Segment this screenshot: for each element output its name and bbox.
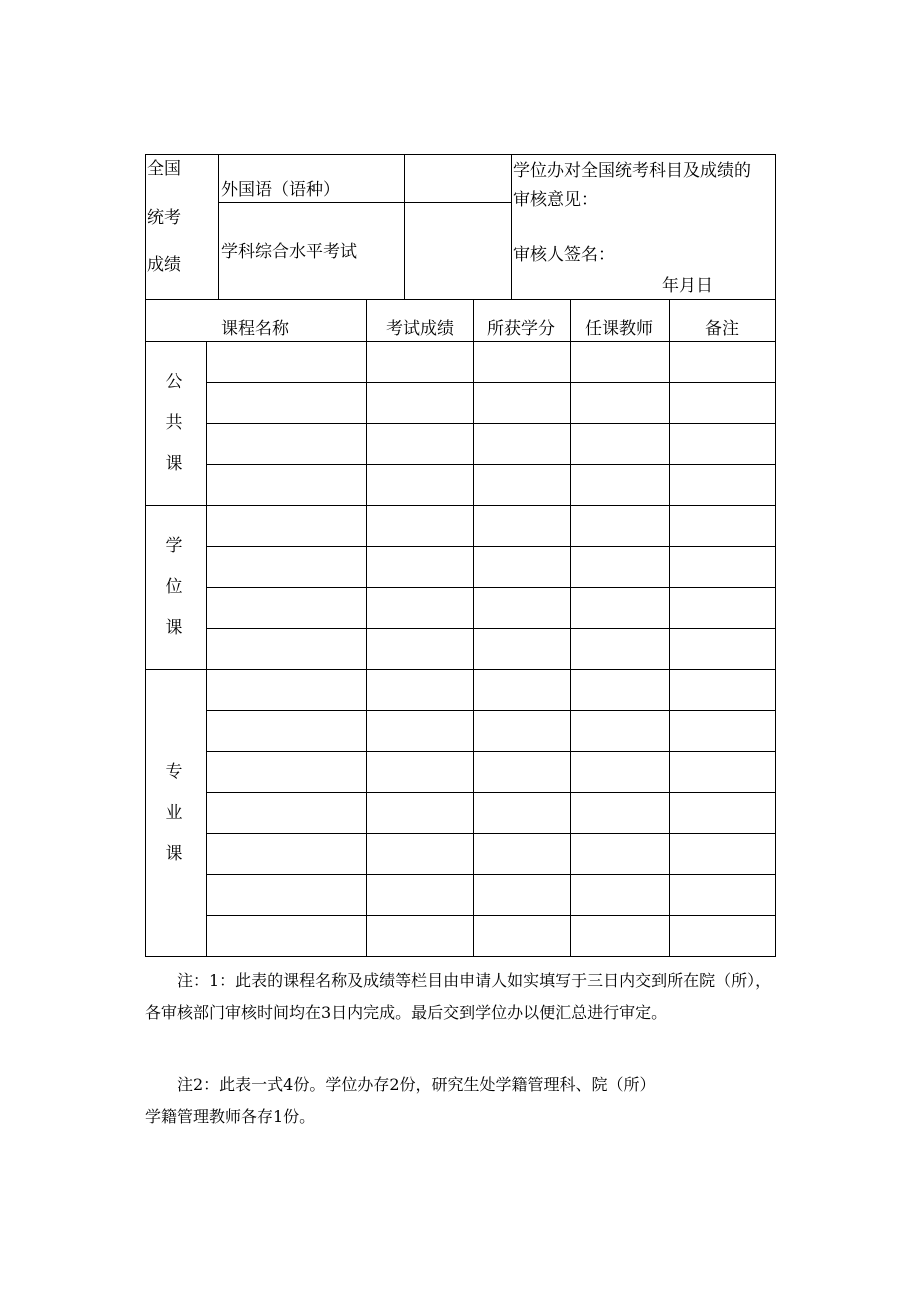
header-4: 备注 (705, 319, 739, 339)
table-cell[interactable] (670, 711, 775, 751)
group-2-label-char: 课 (165, 843, 183, 864)
table-cell[interactable] (571, 752, 669, 792)
group-1-label-char: 课 (165, 618, 183, 638)
table-cell[interactable] (670, 834, 775, 874)
table-cell[interactable] (367, 506, 473, 546)
review-title-line1: 学位办对全国统考科目及成绩的 (513, 161, 751, 181)
table-cell[interactable] (571, 465, 669, 505)
foreign-language-score-cell[interactable] (405, 155, 510, 201)
table-cell[interactable] (207, 629, 366, 669)
group-0-label-char: 共 (165, 413, 183, 433)
foreign-language-label: 外国语（语种） (221, 180, 340, 200)
table-cell[interactable] (367, 670, 473, 710)
table-cell[interactable] (474, 588, 570, 628)
table-cell[interactable] (571, 342, 669, 382)
table-cell[interactable] (367, 793, 473, 833)
table-cell[interactable] (670, 424, 775, 464)
table-cell[interactable] (474, 711, 570, 751)
comprehensive-exam-label: 学科综合水平考试 (221, 242, 357, 262)
table-cell[interactable] (474, 424, 570, 464)
table-cell[interactable] (474, 670, 570, 710)
table-cell[interactable] (367, 629, 473, 669)
table-cell[interactable] (571, 629, 669, 669)
table-cell[interactable] (474, 506, 570, 546)
table-cell[interactable] (474, 465, 570, 505)
table-cell[interactable] (367, 752, 473, 792)
table-cell[interactable] (571, 670, 669, 710)
review-date-label: 年月日 (662, 276, 713, 296)
table-cell[interactable] (474, 752, 570, 792)
table-cell[interactable] (670, 793, 775, 833)
table-cell[interactable] (474, 383, 570, 423)
table-cell[interactable] (367, 383, 473, 423)
table-cell[interactable] (367, 465, 473, 505)
comprehensive-score-cell[interactable] (405, 203, 510, 298)
table-cell[interactable] (670, 629, 775, 669)
table-cell[interactable] (670, 916, 775, 956)
group-1-label-char: 位 (165, 577, 183, 597)
table-cell[interactable] (207, 588, 366, 628)
exam-label-line1: 全国 (147, 159, 181, 179)
table-cell[interactable] (474, 342, 570, 382)
table-cell[interactable] (207, 506, 366, 546)
group-2-label-char: 业 (165, 802, 183, 823)
group-0-label-char: 公 (165, 372, 183, 392)
table-cell[interactable] (670, 506, 775, 546)
table-cell[interactable] (367, 875, 473, 915)
table-cell[interactable] (207, 752, 366, 792)
header-0: 课程名称 (221, 319, 289, 339)
reviewer-signature-label: 审核人签名： (513, 245, 615, 265)
table-cell[interactable] (571, 916, 669, 956)
table-cell[interactable] (571, 547, 669, 587)
table-cell[interactable] (367, 588, 473, 628)
table-cell[interactable] (474, 875, 570, 915)
header-2: 所获学分 (487, 319, 555, 339)
table-cell[interactable] (207, 916, 366, 956)
exam-label-line3: 成绩 (147, 255, 181, 275)
review-title-line2: 审核意见： (513, 190, 598, 210)
table-cell[interactable] (670, 752, 775, 792)
table-cell[interactable] (571, 875, 669, 915)
table-cell[interactable] (571, 424, 669, 464)
header-1: 考试成绩 (386, 319, 454, 339)
table-cell[interactable] (367, 834, 473, 874)
table-cell[interactable] (670, 547, 775, 587)
table-cell[interactable] (670, 588, 775, 628)
note-1: 注：1：此表的课程名称及成绩等栏目由申请人如实填写于三日内交到所在院（所），各审核部门审核时间均在3日内完成。最后交到学位办以便汇总进行审定。 (145, 971, 772, 1022)
table-cell[interactable] (670, 875, 775, 915)
table-cell[interactable] (571, 383, 669, 423)
table-cell[interactable] (367, 342, 473, 382)
group-2-label-char: 专 (165, 761, 183, 782)
table-cell[interactable] (367, 424, 473, 464)
table-cell[interactable] (367, 547, 473, 587)
table-cell[interactable] (207, 875, 366, 915)
table-cell[interactable] (670, 342, 775, 382)
group-0-label-char: 课 (165, 454, 183, 474)
note-2-line1: 注2：此表一式4份。学位办存2份，研究生处学籍管理科、院（所） (177, 1075, 656, 1094)
table-cell[interactable] (207, 547, 366, 587)
table-cell[interactable] (670, 465, 775, 505)
table-cell[interactable] (571, 506, 669, 546)
table-cell[interactable] (207, 465, 366, 505)
table-cell[interactable] (571, 793, 669, 833)
table-cell[interactable] (367, 711, 473, 751)
table-cell[interactable] (474, 629, 570, 669)
table-cell[interactable] (207, 711, 366, 751)
group-1-label-char: 学 (165, 536, 183, 556)
table-cell[interactable] (207, 834, 366, 874)
table-cell[interactable] (207, 424, 366, 464)
table-cell[interactable] (474, 547, 570, 587)
header-3: 任课教师 (585, 319, 653, 339)
note-2-line2: 学籍管理教师各存1份。 (145, 1107, 316, 1126)
table-cell[interactable] (207, 670, 366, 710)
table-cell[interactable] (207, 793, 366, 833)
exam-label-line2: 统考 (147, 208, 181, 228)
table-cell[interactable] (474, 834, 570, 874)
table-cell[interactable] (474, 916, 570, 956)
table-cell[interactable] (670, 383, 775, 423)
table-cell[interactable] (571, 588, 669, 628)
table-cell[interactable] (571, 834, 669, 874)
table-cell[interactable] (474, 793, 570, 833)
table-cell[interactable] (670, 670, 775, 710)
table-cell[interactable] (207, 342, 366, 382)
table-cell[interactable] (367, 916, 473, 956)
table-cell[interactable] (571, 711, 669, 751)
table-cell[interactable] (207, 383, 366, 423)
